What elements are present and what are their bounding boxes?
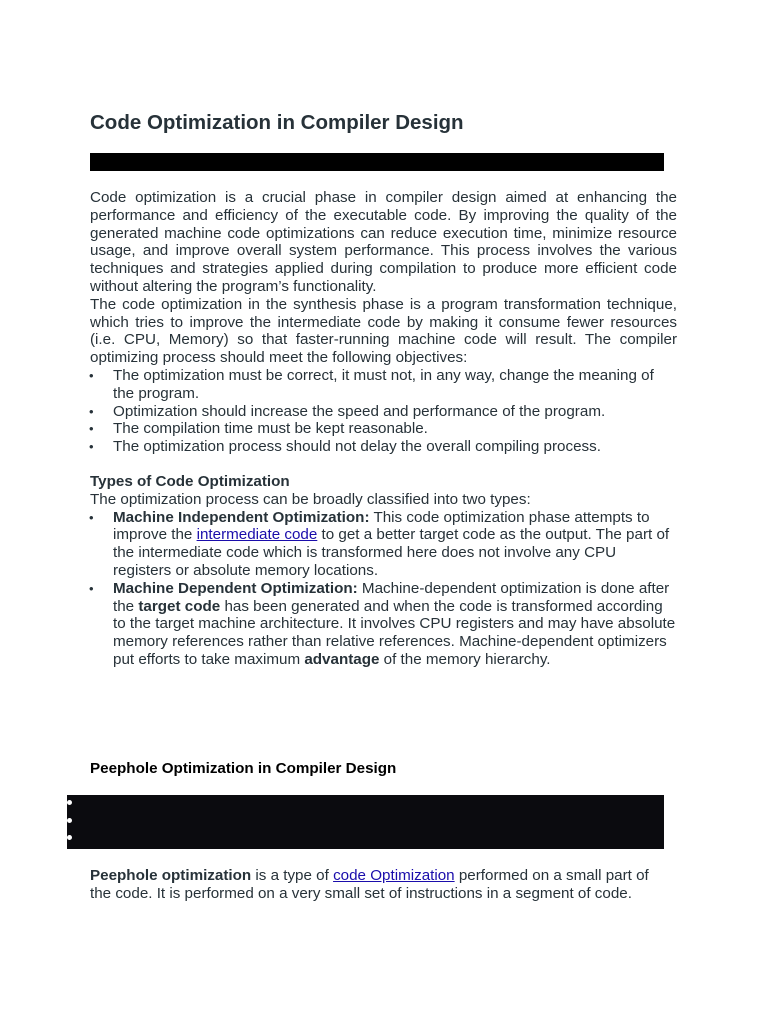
bold-term: Peephole optimization bbox=[90, 867, 252, 884]
list-item: • The optimization process should not delay the overall compiling process. bbox=[90, 438, 677, 456]
code-optimization-link[interactable]: code Optimization bbox=[333, 867, 455, 884]
machine-dependent-label: Machine Dependent Optimization: bbox=[113, 579, 358, 597]
list-item: • The optimization must be correct, it must not, in any way, change the meaning of the program. bbox=[90, 367, 677, 403]
list-item-text: has been generated and when the code is transformed according to the target machine architecture. It involves CPU registers and may have absolute memory references rather than relative references. Machine-dependent optimizers put efforts to take maximum bbox=[113, 597, 676, 668]
intermediate-code-link[interactable]: intermediate code bbox=[196, 526, 318, 544]
intro-paragraph: Code optimization is a crucial phase in compiler design aimed at enhancing the performance and efficiency of the executable code. By improving the quality of the generated machine code optimizations can reduce execution time, minimize resource usage, and improve overall system performance. This process involves the various techniques and strategies applied during compilation to produce more efficient code without altering the program’s functionality. bbox=[90, 189, 677, 295]
list-item-text: This code optimization phase attempts to improve the bbox=[113, 508, 650, 544]
list-item: • The compilation time must be kept reasonable. bbox=[90, 420, 677, 438]
types-intro: The optimization process can be broadly classified into two types: bbox=[90, 490, 531, 508]
redacted-banner bbox=[90, 153, 664, 171]
list-item: • Optimization should increase the speed and performance of the program. bbox=[90, 403, 677, 421]
bullet-dot bbox=[67, 800, 72, 805]
peephole-heading: Peephole Optimization in Compiler Design bbox=[90, 760, 397, 777]
bullet-dot bbox=[67, 835, 72, 840]
bold-term: advantage bbox=[304, 650, 380, 668]
types-heading: Types of Code Optimization bbox=[90, 472, 290, 490]
intro-paragraph: The code optimization in the synthesis phase is a program transformation technique, which tries to improve the intermediate code by making it consume fewer resources (i.e. CPU, Memory) so that faster-running machine code will result. The compiler optimizing process should meet the following objectives: bbox=[90, 295, 677, 367]
paragraph-text: is a type of bbox=[251, 867, 334, 884]
list-item-text: Machine-dependent optimization is done after the bbox=[113, 579, 670, 615]
bold-term: target code bbox=[138, 597, 221, 615]
bullet-dot bbox=[67, 818, 72, 823]
list-item bbox=[90, 580, 677, 669]
paragraph-text: performed on a small part of the code. It is performed on a very small set of instructions in a segment of code. bbox=[90, 867, 649, 902]
redacted-banner bbox=[67, 795, 664, 849]
list-item bbox=[90, 509, 677, 580]
objectives-list bbox=[90, 367, 677, 456]
page-title: Code Optimization in Compiler Design bbox=[90, 111, 464, 134]
machine-independent-label: Machine Independent Optimization: bbox=[113, 508, 370, 526]
types-list bbox=[90, 509, 677, 669]
peephole-paragraph bbox=[90, 867, 670, 903]
article-body bbox=[90, 189, 677, 669]
list-item-text: of the memory hierarchy. bbox=[379, 650, 551, 668]
list-item-text: to get a better target code as the output. The part of the intermediate code which is transformed here does not involve any CPU registers or absolute memory locations. bbox=[113, 526, 670, 579]
